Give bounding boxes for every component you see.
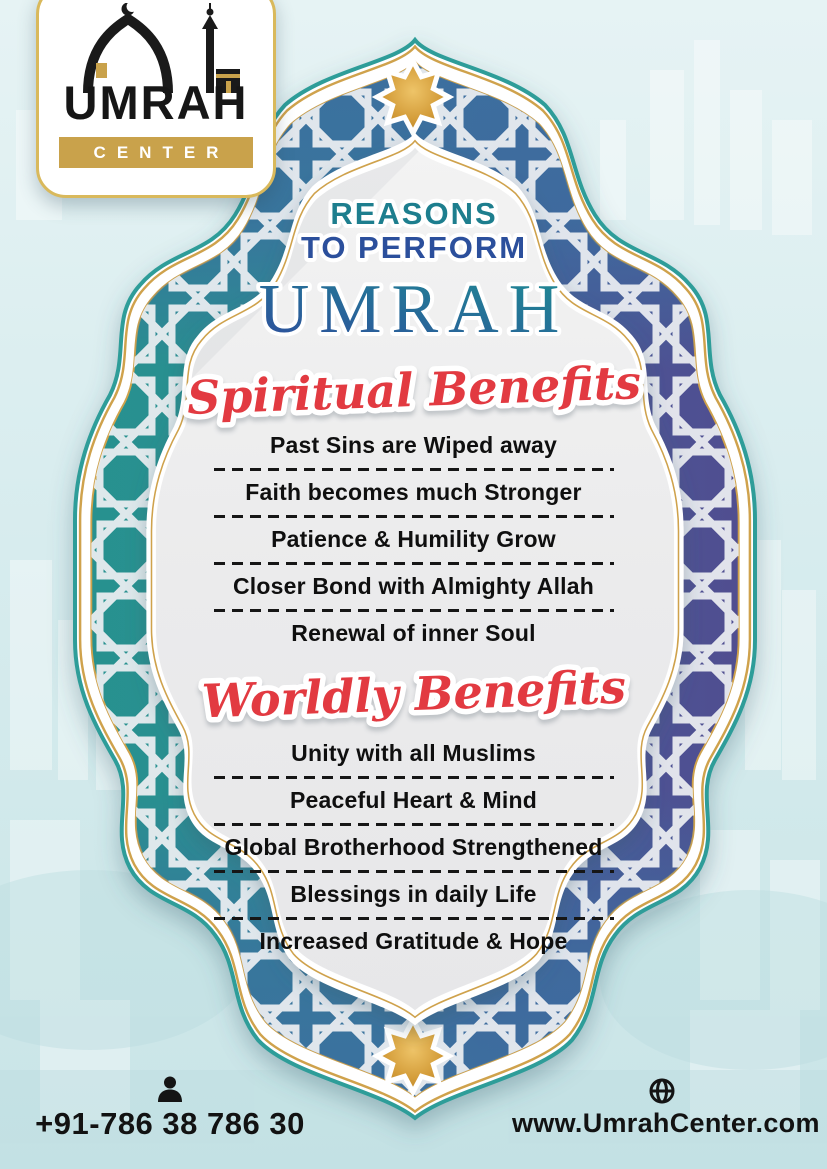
- benefit-item: Blessings in daily Life: [290, 881, 537, 907]
- phone-number: +91-786 38 786 30: [35, 1106, 305, 1141]
- benefit-item: Closer Bond with Almighty Allah: [232, 573, 594, 599]
- globe-icon: [647, 1076, 677, 1106]
- spiritual-benefits-list: [194, 424, 634, 656]
- title-kicker-line2: TO PERFORM: [300, 230, 527, 265]
- title-headline: UMRAH: [258, 271, 569, 348]
- benefit-item: Renewal of inner Soul: [291, 620, 536, 646]
- website-contact: [512, 1076, 820, 1139]
- benefit-item: Patience & Humility Grow: [271, 526, 556, 552]
- spiritual-benefits-title: Spiritual Benefits: [185, 355, 642, 425]
- website-url: www.UmrahCenter.com: [512, 1108, 820, 1138]
- benefit-item: Unity with all Muslims: [291, 740, 536, 766]
- benefit-item: Global Brotherhood Strengthened: [224, 834, 603, 860]
- benefit-item: Past Sins are Wiped away: [269, 432, 558, 458]
- benefit-item: Peaceful Heart & Mind: [289, 787, 538, 813]
- title-block: [134, 190, 694, 360]
- logo-card: [36, 0, 276, 198]
- worldly-benefits-title: Worldly Benefits: [200, 659, 627, 729]
- title-kicker-line1: REASONS: [329, 196, 498, 231]
- person-icon: [155, 1074, 185, 1104]
- logo-subtitle-bar: CENTER: [59, 137, 253, 168]
- worldly-benefits-list: [194, 732, 634, 964]
- phone-contact: [22, 1074, 318, 1142]
- logo-brand-text: UMRAH: [63, 76, 249, 129]
- benefit-item: Increased Gratitude & Hope: [259, 928, 568, 954]
- benefit-item: Faith becomes much Stronger: [245, 479, 582, 505]
